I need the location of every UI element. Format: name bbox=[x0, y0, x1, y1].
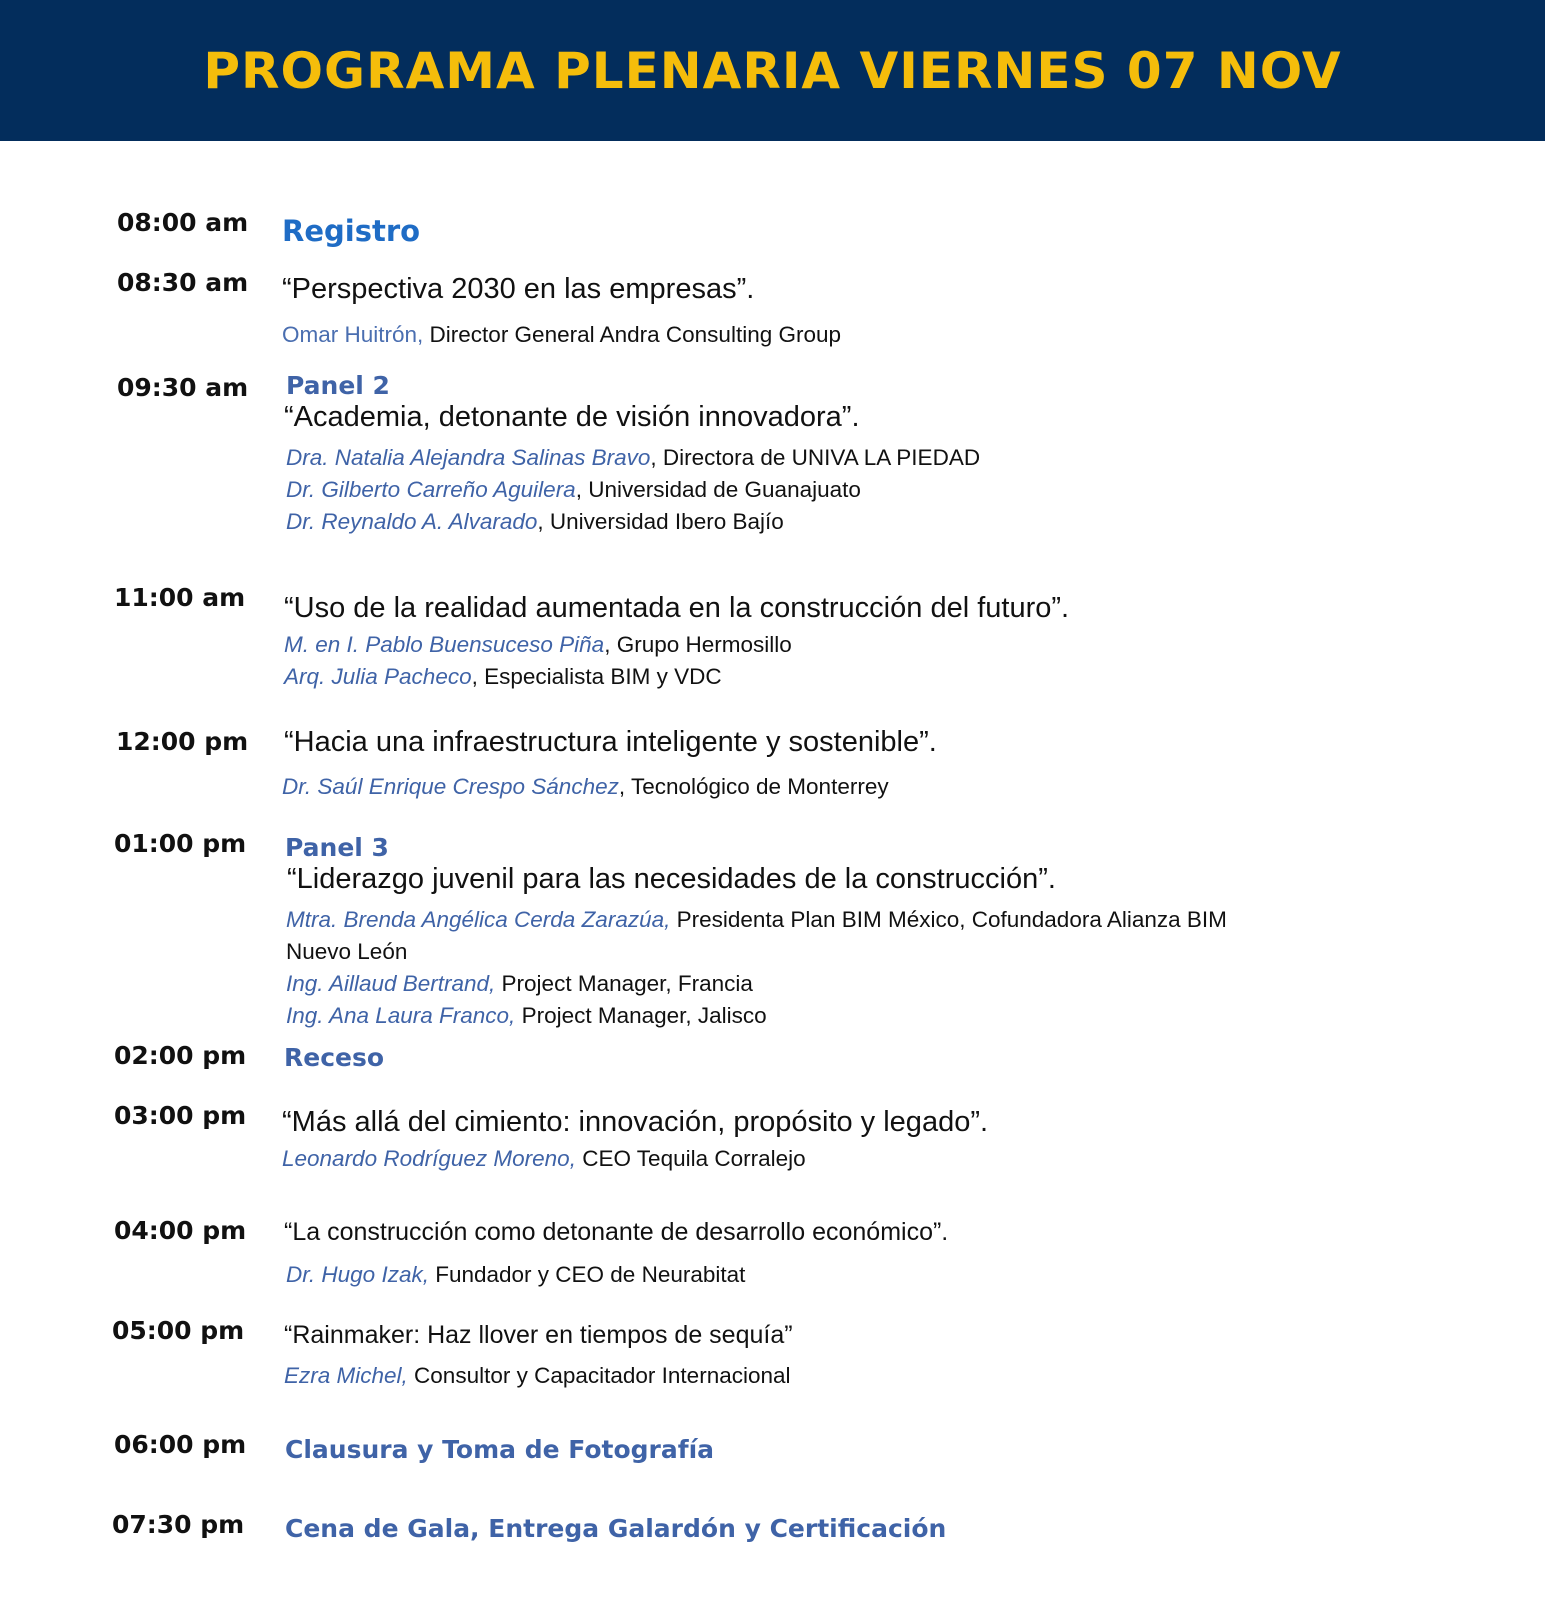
speaker-line bbox=[286, 971, 753, 997]
speaker-name: M. en I. Pablo Buensuceso Piña bbox=[284, 632, 605, 657]
speaker-line bbox=[286, 477, 861, 503]
speaker-role: Fundador y CEO de Neurabitat bbox=[428, 1262, 746, 1287]
time-label: 07:30 pm bbox=[112, 1510, 245, 1539]
speaker-name: Ezra Michel, bbox=[284, 1363, 408, 1388]
time-label: 11:00 am bbox=[114, 583, 246, 612]
time-label: 12:00 pm bbox=[116, 727, 249, 756]
speaker-role: , Universidad Ibero Bajío bbox=[537, 509, 784, 534]
speaker-role: CEO Tequila Corralejo bbox=[575, 1146, 806, 1171]
time-label: 01:00 pm bbox=[114, 829, 247, 858]
speaker-line bbox=[286, 1262, 745, 1288]
speaker-name: Dr. Saúl Enrique Crespo Sánchez bbox=[282, 774, 619, 799]
header-banner bbox=[0, 0, 1545, 141]
page-title: PROGRAMA PLENARIA VIERNES 07 NOV bbox=[203, 41, 1342, 100]
time-label: 05:00 pm bbox=[112, 1316, 245, 1345]
speaker-role: , Tecnológico de Monterrey bbox=[618, 774, 889, 799]
speaker-line bbox=[284, 632, 792, 658]
speaker-role: Project Manager, Jalisco bbox=[515, 1003, 767, 1028]
speaker-role-continued: Nuevo León bbox=[286, 939, 408, 964]
speaker-role: Presidenta Plan BIM México, Cofundadora Alianza BIM bbox=[670, 907, 1227, 932]
speaker-line bbox=[282, 322, 841, 348]
speaker-role: Project Manager, Francia bbox=[495, 971, 753, 996]
speaker-name: Ing. Aillaud Bertrand, bbox=[286, 971, 496, 996]
talk-title: “Uso de la realidad aumentada en la construcción del futuro”. bbox=[284, 592, 1070, 624]
talk-title: “Academia, detonante de visión innovadora”. bbox=[284, 401, 860, 433]
speaker-role: Director General Andra Consulting Group bbox=[423, 322, 842, 347]
time-label: 09:30 am bbox=[117, 373, 249, 402]
speaker-line bbox=[282, 774, 889, 800]
speaker-name: Ing. Ana Laura Franco, bbox=[286, 1003, 516, 1028]
session-label: Clausura y Toma de Fotografía bbox=[285, 1435, 715, 1464]
speaker-name: Leonardo Rodríguez Moreno, bbox=[282, 1146, 576, 1171]
talk-title: “La construcción como detonante de desarrollo económico”. bbox=[284, 1218, 949, 1246]
time-label: 06:00 pm bbox=[114, 1430, 247, 1459]
speaker-line bbox=[284, 1363, 791, 1389]
time-label: 02:00 pm bbox=[114, 1041, 247, 1070]
session-label: Registro bbox=[282, 214, 421, 248]
talk-title: “Liderazgo juvenil para las necesidades de la construcción”. bbox=[287, 863, 1056, 895]
speaker-line bbox=[286, 907, 1227, 933]
session-label: Receso bbox=[284, 1043, 385, 1072]
speaker-role: , Directora de UNIVA LA PIEDAD bbox=[650, 445, 981, 470]
speaker-role: , Universidad de Guanajuato bbox=[575, 477, 861, 502]
talk-title: “Más allá del cimiento: innovación, propósito y legado”. bbox=[282, 1106, 989, 1138]
speaker-name: Dr. Hugo Izak, bbox=[286, 1262, 429, 1287]
time-label: 03:00 pm bbox=[114, 1101, 247, 1130]
speaker-role: Consultor y Capacitador Internacional bbox=[407, 1363, 791, 1388]
talk-title: “Rainmaker: Haz llover en tiempos de sequía” bbox=[284, 1321, 793, 1349]
panel-label: Panel 3 bbox=[285, 833, 389, 862]
time-label: 08:00 am bbox=[117, 208, 249, 237]
session-label: Cena de Gala, Entrega Galardón y Certificación bbox=[285, 1514, 947, 1543]
speaker-role: , Grupo Hermosillo bbox=[604, 632, 792, 657]
speaker-name: Dr. Gilberto Carreño Aguilera bbox=[286, 477, 576, 502]
speaker-name: Mtra. Brenda Angélica Cerda Zarazúa, bbox=[286, 907, 671, 932]
speaker-name: Dr. Reynaldo A. Alvarado bbox=[286, 509, 538, 534]
talk-title: “Hacia una infraestructura inteligente y sostenible”. bbox=[284, 726, 937, 758]
speaker-role: , Especialista BIM y VDC bbox=[471, 664, 722, 689]
speaker-name: Dra. Natalia Alejandra Salinas Bravo bbox=[286, 445, 651, 470]
speaker-name: Arq. Julia Pacheco bbox=[284, 664, 472, 689]
panel-label: Panel 2 bbox=[286, 371, 390, 400]
speaker-line bbox=[286, 1003, 767, 1029]
time-label: 04:00 pm bbox=[114, 1216, 247, 1245]
speaker-line bbox=[286, 445, 980, 471]
time-label: 08:30 am bbox=[117, 268, 249, 297]
speaker-name: Omar Huitrón, bbox=[282, 322, 424, 347]
speaker-line bbox=[286, 509, 784, 535]
speaker-line bbox=[284, 664, 722, 690]
speaker-line bbox=[282, 1146, 806, 1172]
talk-title: “Perspectiva 2030 en las empresas”. bbox=[282, 273, 755, 305]
